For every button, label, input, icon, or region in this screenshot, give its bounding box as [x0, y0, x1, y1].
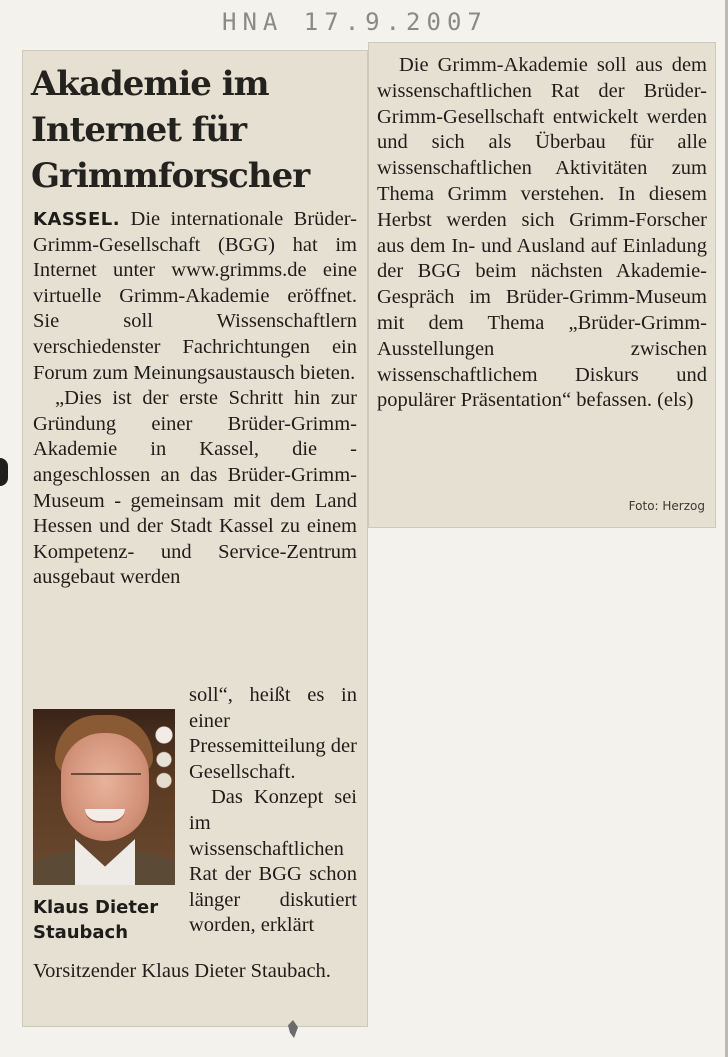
- paragraph-intro-text: Die internationale Brüder-Grimm-Gesellschaft (BGG) hat im Internet unter www.grimms.de eine virtuelle Grimm-Akademie eröffnet. Sie soll Wissenschaftlern verschiedenster Fachrichtungen ein Forum zum Meinungsaustausch bieten.: [33, 208, 357, 384]
- narrow-column-text: [189, 683, 357, 939]
- right-column-text: [377, 53, 707, 414]
- portrait-photo: [33, 709, 175, 885]
- paragraph-quote: „Dies ist der erste Schritt hin zur Gründung einer Brüder-Grimm-Akademie in Kassel, die - angeschlossen an das Brüder-Grimm-Museum - gemeinsam mit dem Land Hessen und der Stadt Kassel zu einem Kompetenz- und Service-Zentrum ausgebaut werden: [33, 387, 357, 589]
- dateline-kicker: KASSEL.: [33, 209, 121, 230]
- article-clip-left: [22, 50, 368, 1027]
- narrow-paragraph-2: Das Konzept sei im wissenschaftlichen Rat der BGG schon länger diskutiert worden, erklärt: [189, 786, 357, 937]
- article-headline: [31, 61, 363, 199]
- right-paragraph: Die Grimm-Akademie soll aus dem wissenschaftlichen Rat der Brüder-Grimm-Gesellschaft entwickelt werden und sich als Überbau für alle wissenschaftlichen Aktivitäten zum Thema Grimm verstehen. In diesem Herbst werden sich Grimm-Forscher aus dem In- und Ausland auf Einladung der BGG beim nächsten Akademie-Gespräch im Brüder-Grimm-Museum mit dem Thema „Brüder-Grimm-Ausstellungen zwischen wissenschaftlichem Diskurs und populärer Präsentation“ befassen. (els): [377, 54, 707, 412]
- date-annotation: HNA 17.9.2007: [222, 8, 488, 36]
- headline-line-1: Akademie im: [31, 64, 269, 104]
- photo-caption: Klaus Dieter Staubach: [33, 897, 159, 943]
- scan-edge-mark: [0, 458, 8, 486]
- narrow-paragraph-1: soll“, heißt es in einer Pressemitteilung der Gesellschaft.: [189, 684, 357, 783]
- headline-line-3: Grimmforscher: [31, 156, 310, 196]
- headline-line-2: Internet für: [31, 110, 247, 150]
- article-clip-right: [368, 42, 716, 528]
- bottom-line-text: Vorsitzender Klaus Dieter Staubach.: [33, 960, 331, 982]
- left-column-text: [33, 207, 357, 591]
- paragraph-intro: [33, 207, 357, 386]
- photo-credit: Foto: Herzog: [628, 499, 705, 513]
